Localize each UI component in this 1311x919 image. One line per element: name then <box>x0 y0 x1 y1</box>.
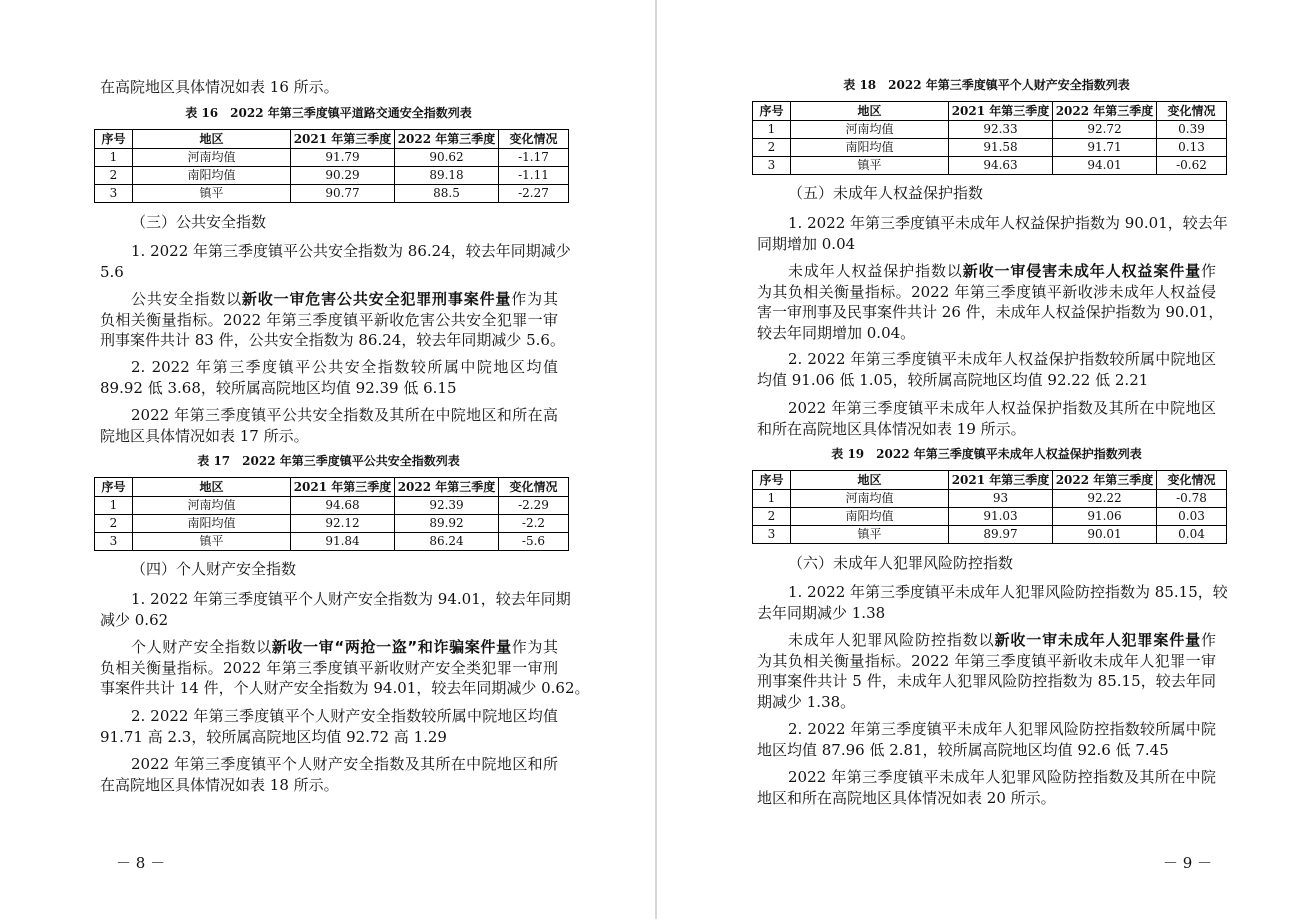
text-line: 1. 2022 年第三季度镇平未成年人权益保护指数为 90.01，较去年 <box>788 214 1228 232</box>
text-line: 2022 年第三季度镇平未成年人权益保护指数及其所在中院地区 <box>788 399 1216 417</box>
table-caption: 表 19 2022 年第三季度镇平未成年人权益保护指数列表 <box>831 447 1142 461</box>
table-cell: 3 <box>753 526 791 544</box>
text-line: 1. 2022 年第三季度镇平未成年人犯罪风险防控指数为 85.15，较 <box>788 583 1228 601</box>
page-9 <box>657 0 1311 919</box>
section-heading <box>757 183 1216 204</box>
table-cell: 92.22 <box>1053 490 1157 508</box>
table-cell: 镇平 <box>133 533 291 551</box>
header-cell: 2021 年第三季度 <box>949 471 1053 490</box>
paragraph <box>100 289 565 351</box>
table-cell: 河南均值 <box>133 497 291 515</box>
table-cell: 94.01 <box>1053 157 1157 175</box>
table-header-row <box>95 130 569 149</box>
table-cell: 89.92 <box>395 515 499 533</box>
paragraph <box>757 767 1216 808</box>
table-cell: 0.39 <box>1157 121 1227 139</box>
section-heading-text: （五）未成年人权益保护指数 <box>788 184 984 202</box>
header-cell: 变化情况 <box>1157 471 1227 490</box>
table-cell: 89.18 <box>395 167 499 185</box>
emphasis-text: 新收一审侵害未成年人权益案件量 <box>962 262 1201 280</box>
table-row <box>753 157 1227 175</box>
table-19 <box>752 470 1227 544</box>
text-line: 减少 0.62 <box>100 610 169 629</box>
table-cell: 1 <box>753 490 791 508</box>
text-segment: 未成年人权益保护指数以 <box>788 262 963 280</box>
text-segment: 作为其 <box>511 638 558 656</box>
table-cell: 90.29 <box>291 167 395 185</box>
page-number: － 8 － <box>116 854 166 872</box>
text-line: 害一审刑事及民事案件共计 26 件，未成年人权益保护指数为 90.01， <box>757 303 1224 322</box>
table-cell: 91.71 <box>1053 139 1157 157</box>
text-line: 地区和所在高院地区具体情况如表 20 所示。 <box>757 788 1056 807</box>
header-cell: 地区 <box>133 130 291 149</box>
text-line: 2. 2022 年第三季度镇平未成年人权益保护指数较所属中院地区 <box>788 350 1216 368</box>
text-line: 去年同期减少 1.38 <box>757 603 886 622</box>
text-segment: 个人财产安全指数以 <box>131 638 272 656</box>
text-line: 1. 2022 年第三季度镇平个人财产安全指数为 94.01，较去年同期 <box>131 590 571 608</box>
table-cell: 0.03 <box>1157 508 1227 526</box>
text-line <box>100 289 558 310</box>
paragraph <box>100 706 558 747</box>
section-heading-text: （三）公共安全指数 <box>131 213 267 231</box>
text-line: 刑事案件共计 5 件，未成年人犯罪风险防控指数为 85.15，较去年同 <box>757 672 1216 691</box>
header-cell: 变化情况 <box>499 130 569 149</box>
text-line: 在高院地区具体情况如表 18 所示。 <box>100 775 339 794</box>
emphasis-text: 新收一审未成年人犯罪案件量 <box>994 631 1201 649</box>
table-18 <box>752 101 1227 175</box>
text-line: 1. 2022 年第三季度镇平公共安全指数为 86.24，较去年同期减少 <box>131 242 571 260</box>
header-cell: 2021 年第三季度 <box>291 478 395 497</box>
table-cell: 3 <box>95 533 133 551</box>
header-cell: 变化情况 <box>1157 102 1227 121</box>
paragraph <box>100 754 558 795</box>
paragraph <box>757 582 1228 623</box>
section-heading <box>100 212 558 233</box>
text-segment: 未成年人犯罪风险防控指数以 <box>788 631 995 649</box>
paragraph <box>100 357 558 398</box>
header-cell: 2021 年第三季度 <box>949 102 1053 121</box>
page-number: － 9 － <box>1163 854 1213 872</box>
text-line <box>757 630 1216 651</box>
table-cell: -5.6 <box>499 533 569 551</box>
table-cell: 南阳均值 <box>133 167 291 185</box>
table-cell: 90.01 <box>1053 526 1157 544</box>
table-cell: 92.33 <box>949 121 1053 139</box>
table-cell: 91.03 <box>949 508 1053 526</box>
text-line: 2022 年第三季度镇平未成年人犯罪风险防控指数及其所在中院 <box>788 768 1216 786</box>
text-line: 均值 91.06 低 1.05，较所属高院地区均值 92.22 低 2.21 <box>757 370 1149 389</box>
table-cell: 88.5 <box>395 185 499 203</box>
text-line: 事案件共计 14 件，个人财产安全指数为 94.01，较去年同期减少 0.62。 <box>100 679 590 698</box>
table-17 <box>94 477 569 551</box>
table-cell: 2 <box>753 139 791 157</box>
text-segment: 作 <box>1200 262 1216 280</box>
table-row <box>753 526 1227 544</box>
text-line: 负相关衡量指标。2022 年第三季度镇平新收财产安全类犯罪一审刑 <box>100 658 558 677</box>
table-cell: 3 <box>753 157 791 175</box>
table-cell: 南阳均值 <box>133 515 291 533</box>
table-cell: -1.11 <box>499 167 569 185</box>
header-cell: 序号 <box>95 130 133 149</box>
table-cell: -2.29 <box>499 497 569 515</box>
header-cell: 序号 <box>753 102 791 121</box>
table-cell: 镇平 <box>791 157 949 175</box>
text-line: 院地区具体情况如表 17 所示。 <box>100 426 309 445</box>
text-line <box>757 261 1216 282</box>
paragraph <box>100 637 590 699</box>
table-cell: 0.13 <box>1157 139 1227 157</box>
text-line: 2. 2022 年第三季度镇平未成年人犯罪风险防控指数较所属中院 <box>788 720 1216 738</box>
table-header-row <box>753 102 1227 121</box>
table-16 <box>94 129 569 203</box>
paragraph <box>757 213 1228 254</box>
text-line: 刑事案件共计 83 件，公共安全指数为 86.24，较去年同期减少 5.6。 <box>100 331 565 350</box>
table-cell: 2 <box>95 515 133 533</box>
table-cell: 90.62 <box>395 149 499 167</box>
section-heading <box>100 559 558 580</box>
table-cell: 91.79 <box>291 149 395 167</box>
paragraph <box>100 241 571 282</box>
text-line: 为其负相关衡量指标。2022 年第三季度镇平新收未成年人犯罪一审 <box>757 651 1216 670</box>
text-line: 同期增加 0.04 <box>757 234 856 253</box>
table-cell: 91.84 <box>291 533 395 551</box>
table-cell: 镇平 <box>791 526 949 544</box>
text-segment: 公共安全指数以 <box>131 290 242 308</box>
table-cell: 1 <box>753 121 791 139</box>
page-8 <box>0 0 655 919</box>
table-cell: 90.77 <box>291 185 395 203</box>
text-line: 期减少 1.38。 <box>757 692 856 711</box>
table-cell: 91.58 <box>949 139 1053 157</box>
text-line: 2. 2022 年第三季度镇平公共安全指数较所属中院地区均值 <box>131 358 558 376</box>
table-cell: 3 <box>95 185 133 203</box>
table-caption: 表 18 2022 年第三季度镇平个人财产安全指数列表 <box>843 78 1130 92</box>
table-row <box>95 185 569 203</box>
table-cell: 河南均值 <box>791 490 949 508</box>
table-row <box>753 508 1227 526</box>
table-row <box>753 121 1227 139</box>
section-heading-text: （六）未成年人犯罪风险防控指数 <box>788 554 1014 572</box>
header-cell: 2022 年第三季度 <box>395 130 499 149</box>
text-line: 在高院地区具体情况如表 16 所示。 <box>100 78 339 96</box>
table-cell: -0.62 <box>1157 157 1227 175</box>
paragraph <box>757 349 1216 390</box>
table-cell: 镇平 <box>133 185 291 203</box>
text-line <box>100 637 558 658</box>
header-cell: 2021 年第三季度 <box>291 130 395 149</box>
table-row <box>95 515 569 533</box>
header-cell: 地区 <box>791 102 949 121</box>
header-cell: 序号 <box>95 478 133 497</box>
table-row <box>95 167 569 185</box>
paragraph <box>757 261 1224 343</box>
table-cell: 92.72 <box>1053 121 1157 139</box>
table-cell: 94.63 <box>949 157 1053 175</box>
section-heading-text: （四）个人财产安全指数 <box>131 560 297 578</box>
table-cell: 南阳均值 <box>791 139 949 157</box>
text-line: 为其负相关衡量指标。2022 年第三季度镇平新收涉未成年人权益侵 <box>757 282 1216 301</box>
table-cell: -2.2 <box>499 515 569 533</box>
header-cell: 序号 <box>753 471 791 490</box>
table-cell: 86.24 <box>395 533 499 551</box>
table-row <box>753 490 1227 508</box>
header-cell: 2022 年第三季度 <box>1053 471 1157 490</box>
table-caption: 表 17 2022 年第三季度镇平公共安全指数列表 <box>197 454 460 468</box>
section-heading <box>757 553 1216 574</box>
table-cell: 2 <box>95 167 133 185</box>
table-row <box>95 149 569 167</box>
text-line: 较去年同期增加 0.04。 <box>757 323 916 342</box>
table-row <box>753 139 1227 157</box>
table-header-row <box>95 478 569 497</box>
text-line: 91.71 高 2.3，较所属高院地区均值 92.72 高 1.29 <box>100 727 447 746</box>
table-row <box>95 533 569 551</box>
paragraph <box>757 630 1216 712</box>
table-cell: 1 <box>95 497 133 515</box>
text-line: 89.92 低 3.68，较所属高院地区均值 92.39 低 6.15 <box>100 378 457 397</box>
table-cell: 2 <box>753 508 791 526</box>
table-cell: -1.17 <box>499 149 569 167</box>
table-cell: 94.68 <box>291 497 395 515</box>
header-cell: 变化情况 <box>499 478 569 497</box>
paragraph <box>100 77 558 98</box>
text-line: 负相关衡量指标。2022 年第三季度镇平新收危害公共安全犯罪一审 <box>100 310 558 329</box>
table-cell: 91.06 <box>1053 508 1157 526</box>
table-cell: 河南均值 <box>133 149 291 167</box>
table-cell: 93 <box>949 490 1053 508</box>
table-cell: -0.78 <box>1157 490 1227 508</box>
text-line: 5.6 <box>100 262 124 281</box>
text-line: 地区均值 87.96 低 2.81，较所属高院地区均值 92.6 低 7.45 <box>757 740 1169 759</box>
paragraph <box>757 719 1216 760</box>
table-cell: 0.04 <box>1157 526 1227 544</box>
table-row <box>95 497 569 515</box>
text-segment: 作为其 <box>511 290 558 308</box>
header-cell: 地区 <box>133 478 291 497</box>
table-cell: 河南均值 <box>791 121 949 139</box>
emphasis-text: 新收一审危害公共安全犯罪刑事案件量 <box>241 290 512 308</box>
paragraph <box>757 398 1216 439</box>
text-line: 2022 年第三季度镇平公共安全指数及其所在中院地区和所在高 <box>131 406 558 424</box>
paragraph <box>100 589 571 630</box>
table-cell: 92.39 <box>395 497 499 515</box>
table-cell: 1 <box>95 149 133 167</box>
emphasis-text: 新收一审“两抢一盗”和诈骗案件量 <box>271 638 512 656</box>
text-line: 2022 年第三季度镇平个人财产安全指数及其所在中院地区和所 <box>131 755 558 773</box>
text-segment: 作 <box>1200 631 1216 649</box>
text-line: 和所在高院地区具体情况如表 19 所示。 <box>757 419 1026 438</box>
table-header-row <box>753 471 1227 490</box>
text-line: 2. 2022 年第三季度镇平个人财产安全指数较所属中院地区均值 <box>131 707 558 725</box>
header-cell: 2022 年第三季度 <box>1053 102 1157 121</box>
table-cell: 89.97 <box>949 526 1053 544</box>
table-caption: 表 16 2022 年第三季度镇平道路交通安全指数列表 <box>185 106 472 120</box>
header-cell: 2022 年第三季度 <box>395 478 499 497</box>
table-cell: 南阳均值 <box>791 508 949 526</box>
header-cell: 地区 <box>791 471 949 490</box>
paragraph <box>100 405 558 446</box>
table-cell: -2.27 <box>499 185 569 203</box>
table-cell: 92.12 <box>291 515 395 533</box>
